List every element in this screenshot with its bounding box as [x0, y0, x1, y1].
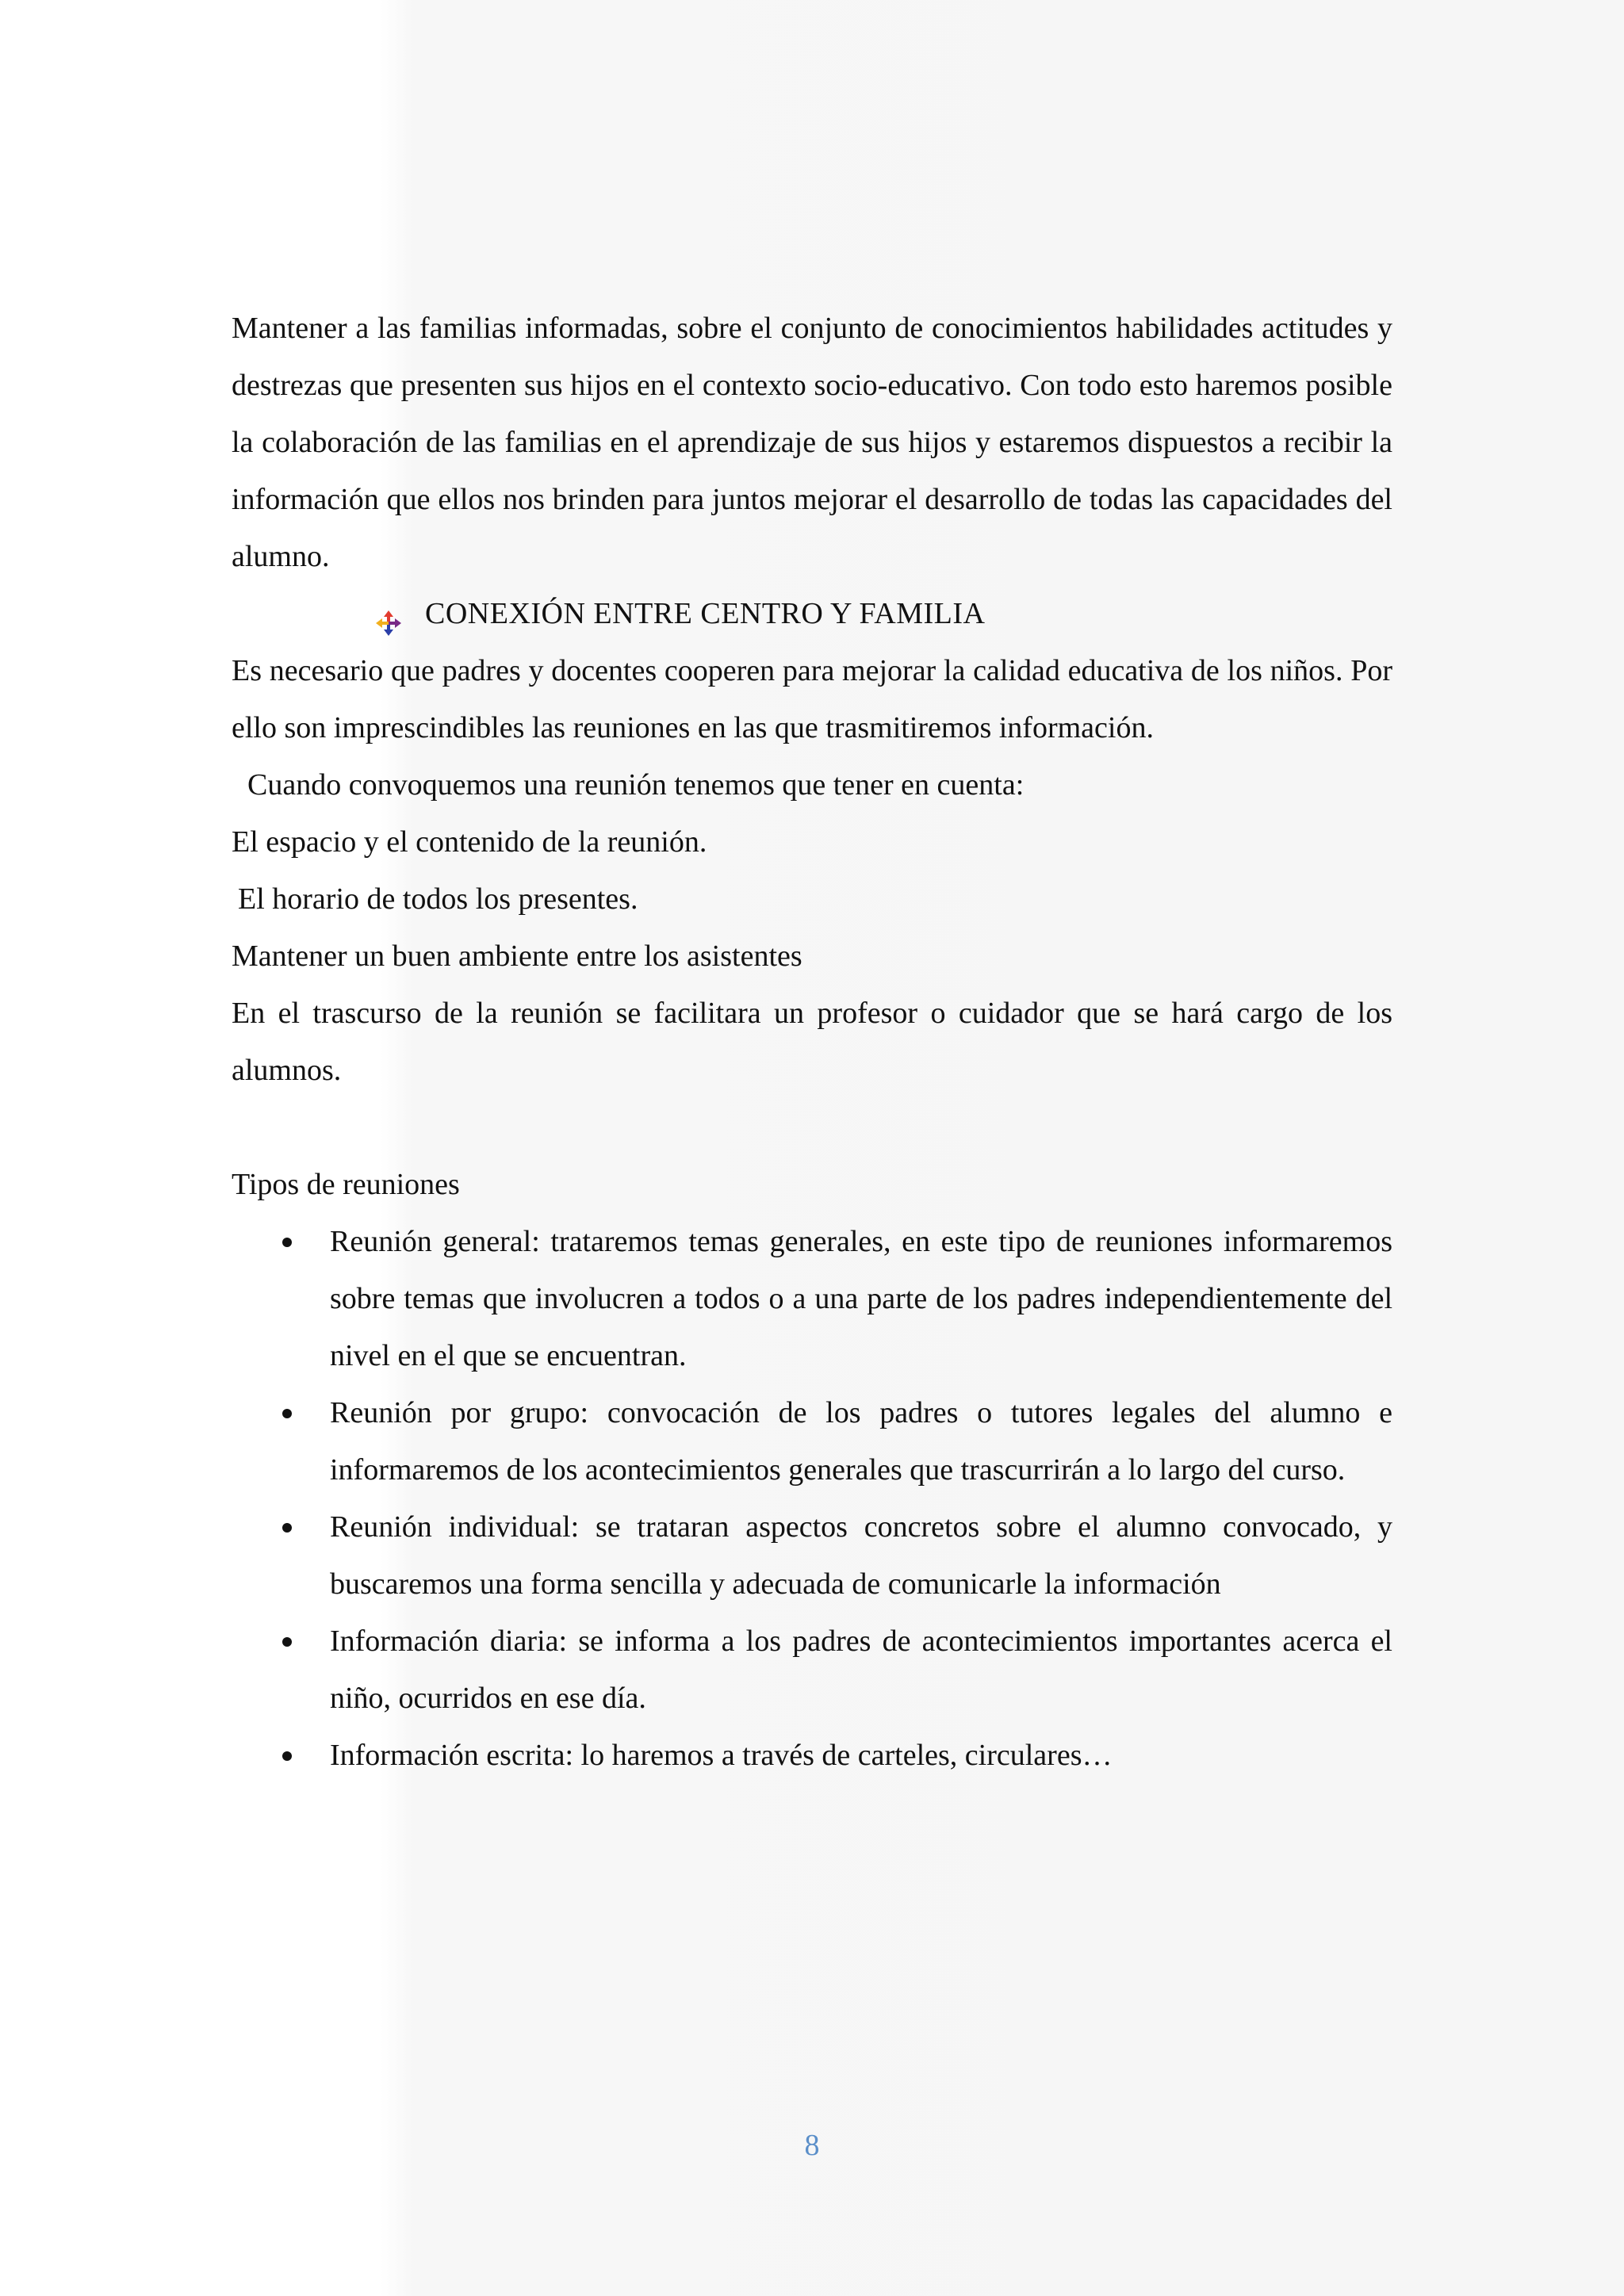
consideration-atmosphere: Mantener un buen ambiente entre los asistentes — [232, 939, 802, 973]
blank-line — [232, 1099, 1392, 1156]
bullet-dot-icon — [282, 1751, 292, 1761]
section-paragraph: Es necesario que padres y docentes cooperen para mejorar la calidad educativa de los niños. Por ello son imprescindibles las reuniones en las que trasmitiremos información. — [232, 654, 1392, 744]
consideration-schedule: El horario de todos los presentes. — [238, 882, 638, 916]
bullet-dot-icon — [282, 1409, 292, 1418]
list-item — [232, 1498, 1392, 1613]
meeting-type-group: Reunión por grupo: convocación de los padres o tutores legales del alumno e informaremos de los acontecimientos generales que trascurrirán a lo largo del curso. — [330, 1396, 1392, 1487]
bullet-dot-icon — [282, 1637, 292, 1647]
meeting-type-general: Reunión general: trataremos temas generales, en este tipo de reuniones informaremos sobre temas que involucren a todos o a una parte de los padres independientemente del nivel en el que se encuentran. — [330, 1225, 1392, 1372]
list-item — [232, 1727, 1392, 1784]
intro-paragraph: Mantener a las familias informadas, sobre el conjunto de conocimientos habilidades actitudes y destrezas que presenten sus hijos en el contexto socio-educativo. Con todo esto haremos posible la colaboración de las familias en el aprendizaje de sus hijos y estaremos dispuestos a recibir la información que ellos nos brinden para juntos mejorar el desarrollo de todas las capacidades del alumno. — [232, 312, 1392, 573]
meeting-type-written: Información escrita: lo haremos a través de carteles, circulares… — [330, 1739, 1113, 1772]
meeting-type-individual: Reunión individual: se trataran aspectos concretos sobre el alumno convocado, y buscaremos una forma sencilla y adecuada de comunicarle la información — [330, 1510, 1392, 1601]
care-paragraph: En el trascurso de la reunión se facilitara un profesor o cuidador que se hará cargo de los alumnos. — [232, 997, 1392, 1087]
list-item — [232, 1384, 1392, 1498]
meeting-types-list — [232, 1213, 1392, 1784]
bullet-dot-icon — [282, 1523, 292, 1533]
types-heading: Tipos de reuniones — [232, 1168, 460, 1201]
bullet-dot-icon — [282, 1238, 292, 1247]
four-color-arrow-bullet-icon — [374, 599, 403, 628]
page-number: 8 — [804, 2129, 820, 2162]
page-content — [232, 300, 1392, 1784]
consideration-space: El espacio y el contenido de la reunión. — [232, 825, 707, 859]
list-item — [232, 1213, 1392, 1384]
meeting-type-daily: Información diaria: se informa a los padres de acontecimientos importantes acerca el niño, ocurridos en ese día. — [330, 1624, 1392, 1715]
meeting-intro: Cuando convoquemos una reunión tenemos que tener en cuenta: — [247, 768, 1025, 802]
section-heading-row — [374, 585, 1392, 642]
section-heading: CONEXIÓN ENTRE CENTRO Y FAMILIA — [425, 597, 986, 630]
list-item — [232, 1613, 1392, 1727]
